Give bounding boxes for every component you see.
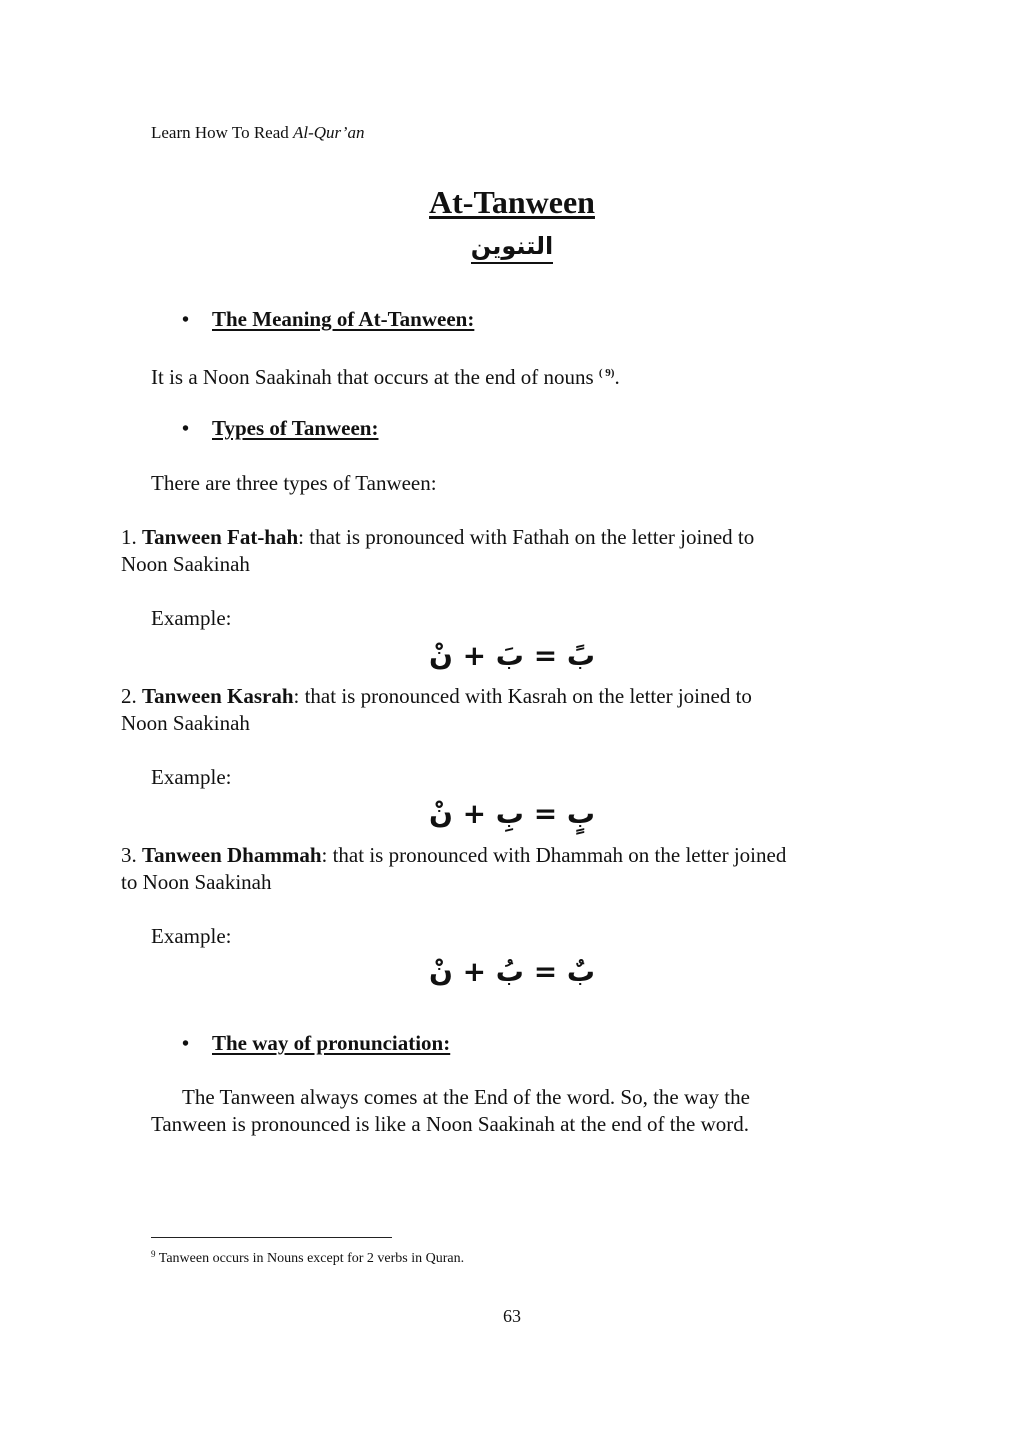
footnote	[151, 1249, 464, 1267]
footnote-number: 9	[151, 1249, 156, 1259]
type-number: 1.	[121, 525, 137, 549]
types-heading-label: Types of Tanween:	[212, 416, 379, 440]
footnote-text: Tanween occurs in Nouns except for 2 verbs in Quran.	[158, 1251, 465, 1266]
type-description: : that is pronounced with Kasrah on the letter joined to	[293, 684, 752, 708]
example-label: Example:	[151, 765, 232, 789]
bullet-icon: •	[182, 309, 190, 331]
running-header	[151, 123, 364, 143]
pronunciation-heading-label: The way of pronunciation:	[212, 1031, 451, 1055]
footnote-reference[interactable]: ( 9)	[598, 367, 615, 379]
pronunciation-heading	[182, 1031, 450, 1056]
example-equation-fathah: بً = بَ + نْ	[428, 639, 596, 672]
bullet-icon: •	[182, 418, 190, 440]
pronunciation-line-1: The Tanween always comes at the End of the word. So, the way the	[182, 1085, 750, 1109]
meaning-heading	[182, 307, 474, 332]
type-item-fathah	[121, 524, 754, 578]
type-description: : that is pronounced with Dhammah on the letter joined	[321, 843, 787, 867]
example-equation-dhammah: بٌ = بُ + نْ	[428, 955, 596, 988]
types-heading	[182, 416, 378, 441]
meaning-period: .	[614, 365, 620, 389]
type-item-dhammah	[121, 842, 786, 896]
page-title-arabic	[0, 232, 1024, 260]
type-description: : that is pronounced with Fathah on the letter joined to	[298, 525, 755, 549]
footnote-divider	[151, 1237, 392, 1238]
page-title: At-Tanween	[429, 184, 595, 220]
page-number: 63	[503, 1306, 521, 1326]
type-name: Tanween Kasrah	[142, 684, 294, 708]
pronunciation-text	[151, 1084, 750, 1138]
type-name: Tanween Fat-hah	[142, 525, 299, 549]
meaning-text	[151, 360, 620, 391]
example-label: Example:	[151, 606, 232, 630]
meaning-body: It is a Noon Saakinah that occurs at the end of nouns	[151, 365, 594, 389]
type-item-kasrah	[121, 683, 752, 737]
arabic-title-text: التنوين	[471, 232, 554, 264]
pronunciation-line-2: Tanween is pronounced is like a Noon Saakinah at the end of the word.	[151, 1112, 750, 1136]
type-description-cont: Noon Saakinah	[121, 711, 250, 735]
type-description-cont: to Noon Saakinah	[121, 870, 272, 894]
bullet-icon: •	[182, 1033, 190, 1055]
type-number: 3.	[121, 843, 137, 867]
header-book-title: Al-Qur’an	[293, 123, 365, 142]
type-description-cont: Noon Saakinah	[121, 552, 250, 576]
header-text: Learn How To Read	[151, 123, 289, 142]
type-name: Tanween Dhammah	[142, 843, 322, 867]
example-equation-kasrah: بٍ = بِ + نْ	[428, 797, 596, 830]
meaning-heading-label: The Meaning of At-Tanween:	[212, 307, 475, 331]
example-label: Example:	[151, 924, 232, 948]
types-intro: There are three types of Tanween:	[151, 471, 437, 495]
type-number: 2.	[121, 684, 137, 708]
